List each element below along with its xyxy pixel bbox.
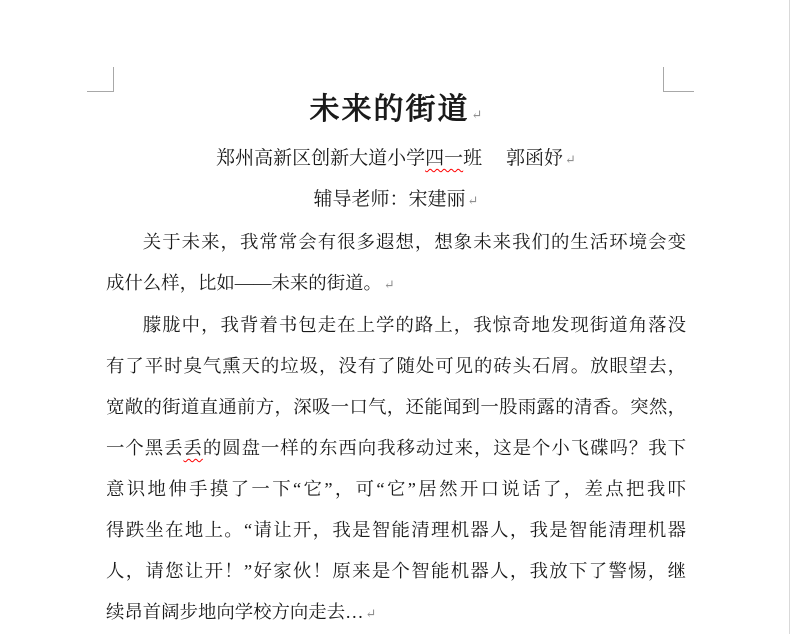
paragraph2-line4-pre: 一个黑丢	[106, 438, 184, 458]
paragraph2-line8	[106, 592, 686, 634]
paragraph2-line7: 人，请您让开！”好家伙！原来是个智能机器人，我放下了警惕，继	[106, 561, 686, 581]
paragraph1-line2	[106, 263, 686, 305]
paragraph-return-icon: ↵	[365, 606, 377, 621]
byline-school: 郑州高新区创新大道小学	[216, 148, 426, 169]
paragraph2-line4	[106, 428, 686, 469]
paragraph2-line4-misspelled: 丢	[183, 438, 203, 458]
paragraph2-line4-post: 的圆盘一样的东西向我移动过来，这是个小飞碟吗？我下	[202, 438, 686, 458]
document-title	[106, 88, 686, 137]
byline-separator	[482, 148, 506, 169]
paragraph2-line6: 得跌坐在地上。“请让开，我是智能清理机器人，我是智能清理机器	[106, 520, 686, 540]
paragraph2-line2: 有了平时臭气熏天的垃圾，没有了随处可见的砖头石屑。放眼望去，	[106, 356, 686, 376]
paragraph2-line8-text: 续昂首阔步地向学校方向走去…	[106, 602, 364, 622]
paragraph-return-icon: ↵	[564, 152, 576, 167]
paragraph-return-icon: ↵	[471, 107, 483, 122]
document-body	[106, 222, 686, 634]
advisor-line	[106, 186, 686, 215]
byline	[106, 145, 686, 174]
byline-class-suffix: 班	[463, 148, 483, 169]
paragraph-return-icon: ↵	[383, 277, 395, 292]
document-title-text: 未来的街道	[309, 93, 470, 126]
paragraph-return-icon: ↵	[467, 193, 479, 208]
paragraph2-line1: 朦胧中，我背着书包走在上学的路上，我惊奇地发现街道角落没	[142, 315, 686, 335]
paragraph2-line3: 宽敞的街道直通前方，深吸一口气，还能闻到一股雨露的清香。突然，	[106, 397, 686, 417]
paragraph2-line5: 意识地伸手摸了一下“它”，可“它”居然开口说话了，差点把我吓	[106, 479, 686, 499]
byline-author: 郭函妤	[505, 148, 563, 169]
advisor-text: 辅导老师：宋建丽	[313, 189, 466, 210]
paragraph1-line2-text: 成什么样，比如——未来的街道。	[106, 273, 382, 293]
paragraph1-line1: 关于未来，我常常会有很多遐想，想象未来我们的生活环境会变	[142, 232, 686, 252]
byline-class-misspelled: 四一	[425, 148, 464, 169]
